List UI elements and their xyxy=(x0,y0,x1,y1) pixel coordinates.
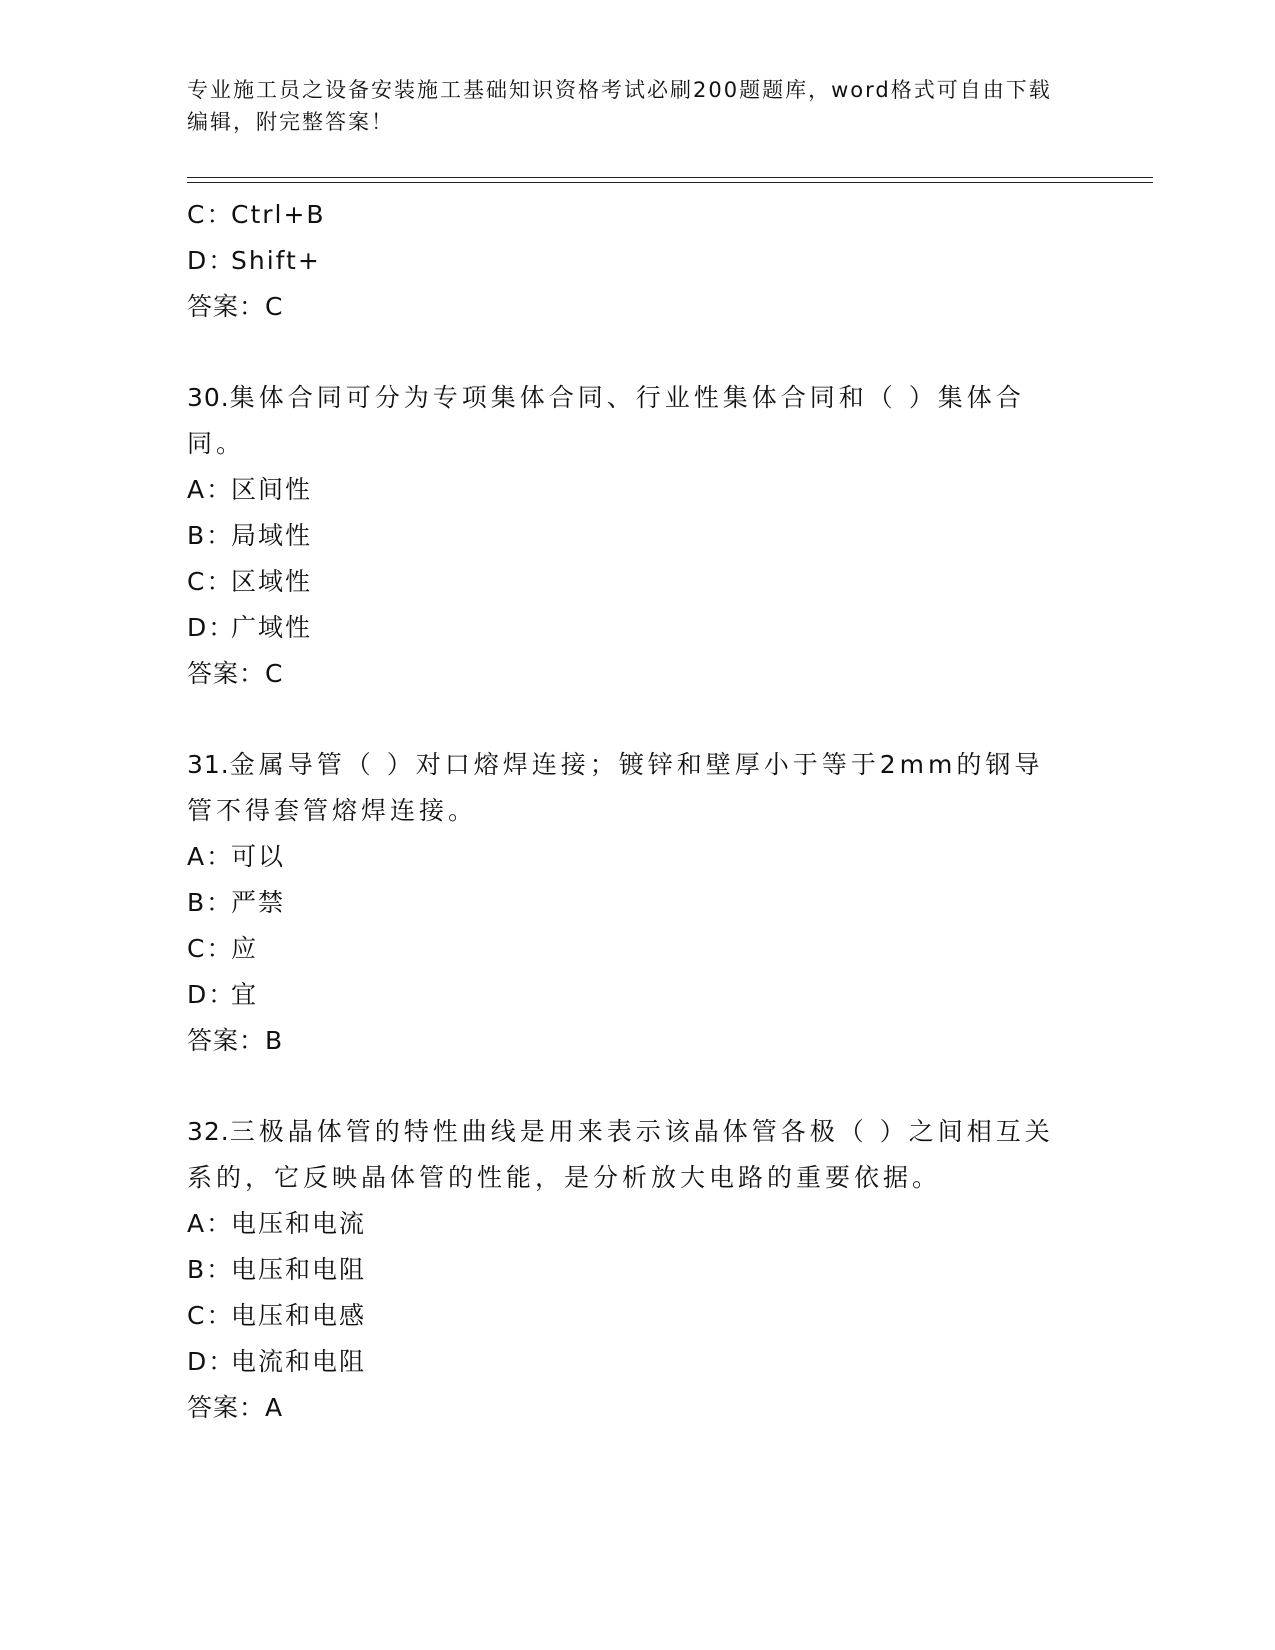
header-title: 专业施工员之设备安装施工基础知识资格考试必刷200题题库，word格式可自由下载编辑，附完整答案！ xyxy=(187,78,1052,134)
question-text xyxy=(187,375,1067,467)
option-c: C：电压和电感 xyxy=(187,1301,367,1330)
option-b: B：电压和电阻 xyxy=(187,1255,367,1284)
option-d: D：广域性 xyxy=(187,613,313,642)
question-stem: 三极晶体管的特性曲线是用来表示该晶体管各极（ ）之间相互关系的，它反映晶体管的性能，是分析放大电路的重要依据。 xyxy=(187,1117,1054,1192)
option-d: D：电流和电阻 xyxy=(187,1347,367,1376)
option-a: A：区间性 xyxy=(187,475,313,504)
option-b: B：局域性 xyxy=(187,521,313,550)
previous-question-tail xyxy=(187,192,1067,330)
option-c: C：应 xyxy=(187,934,259,963)
answer-line: 答案：A xyxy=(187,1393,284,1422)
option-a: A：可以 xyxy=(187,842,286,871)
answer-line: 答案：C xyxy=(187,659,284,688)
question-number: 31. xyxy=(187,750,230,779)
header-divider-bottom xyxy=(187,182,1153,183)
question-stem: 金属导管（ ）对口熔焊连接；镀锌和壁厚小于等于2mm的钢导管不得套管熔焊连接。 xyxy=(187,750,1044,825)
answer-line: 答案：B xyxy=(187,1026,284,1055)
header-divider-top xyxy=(187,177,1153,178)
option-d: D：宜 xyxy=(187,980,259,1009)
option-c: C：Ctrl+B xyxy=(187,200,326,229)
question-number: 30. xyxy=(187,383,230,412)
answer-line: 答案：C xyxy=(187,292,284,321)
option-d: D：Shift+ xyxy=(187,246,321,275)
question-31 xyxy=(187,742,1067,1064)
question-content xyxy=(187,192,1067,1431)
option-c: C：区域性 xyxy=(187,567,313,596)
question-text xyxy=(187,1109,1067,1201)
question-30 xyxy=(187,375,1067,697)
document-header xyxy=(187,74,1067,138)
question-text xyxy=(187,742,1067,834)
option-b: B：严禁 xyxy=(187,888,286,917)
question-stem: 集体合同可分为专项集体合同、行业性集体合同和（ ）集体合同。 xyxy=(187,383,1025,458)
question-number: 32. xyxy=(187,1117,230,1146)
question-32 xyxy=(187,1109,1067,1431)
option-a: A：电压和电流 xyxy=(187,1209,367,1238)
